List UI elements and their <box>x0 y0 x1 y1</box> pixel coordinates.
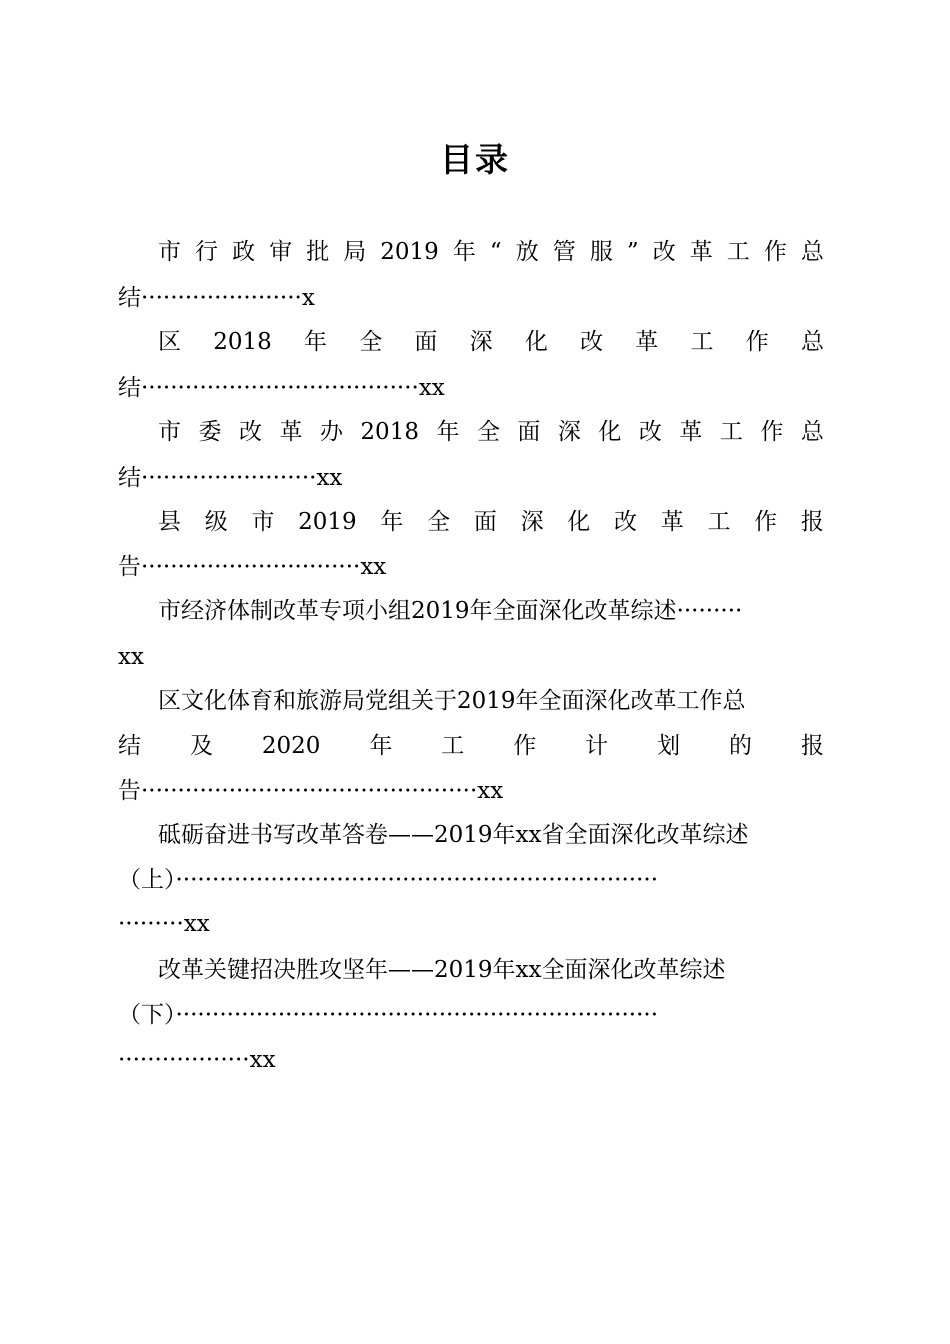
toc-word: 委 <box>198 419 222 445</box>
toc-word: 改 <box>638 419 662 445</box>
toc-word: 革 <box>279 419 303 445</box>
toc-word: 作 <box>760 419 784 445</box>
toc-entry-8-line-2[interactable]: （下）·································································· <box>118 1002 659 1028</box>
toc-entry-5-line-1[interactable]: 市经济体制改革专项小组2019年全面深化改革综述········· <box>158 598 743 624</box>
toc-word: 工 <box>690 329 714 355</box>
toc-word: 作 <box>745 329 769 355</box>
toc-entry-8-line-3[interactable]: ··················xx <box>118 1047 276 1073</box>
toc-word: 审 <box>269 239 293 265</box>
toc-word: 化 <box>524 329 548 355</box>
toc-entry-7-line-1[interactable]: 砥砺奋进书写改革答卷——2019年xx省全面深化改革综述 <box>158 822 749 848</box>
toc-word: 及 <box>189 733 213 759</box>
toc-word: 县 <box>158 509 181 535</box>
toc-word: ” <box>626 239 639 265</box>
toc-entry-2-line-1[interactable] <box>158 322 824 362</box>
toc-word: 工 <box>719 419 743 445</box>
toc-entry-7-line-3[interactable]: ·········xx <box>118 911 210 937</box>
toc-entry-7-line-2[interactable]: （上）·································································· <box>118 867 659 893</box>
toc-entry-5-line-2[interactable]: xx <box>118 644 144 670</box>
toc-entry-4-line-2[interactable]: 告······························xx <box>118 554 387 580</box>
toc-word: 批 <box>306 239 330 265</box>
toc-word: 化 <box>567 509 591 535</box>
toc-word: 作 <box>513 733 537 759</box>
toc-word: 作 <box>754 509 778 535</box>
toc-entry-6-line-3[interactable]: 告··············································xx <box>118 778 504 804</box>
toc-word: 划 <box>657 733 681 759</box>
toc-entry-1-line-1[interactable] <box>158 232 824 272</box>
toc-title: 目录 <box>440 140 510 179</box>
toc-word: 2019 <box>298 509 357 535</box>
toc-word: 总 <box>800 329 824 355</box>
toc-word: 深 <box>520 509 544 535</box>
toc-word: 改 <box>580 329 604 355</box>
toc-entry-3-line-2[interactable]: 结························xx <box>118 465 343 491</box>
toc-word: 作 <box>763 239 787 265</box>
toc-word: 放 <box>515 239 539 265</box>
toc-word: 年 <box>452 239 476 265</box>
toc-word: 行 <box>195 239 219 265</box>
toc-word: 年 <box>380 509 404 535</box>
toc-word: 级 <box>204 509 228 535</box>
toc-word: 改 <box>652 239 676 265</box>
toc-word: 革 <box>689 239 713 265</box>
toc-word: 市 <box>251 509 275 535</box>
toc-word: 2019 <box>380 239 439 265</box>
toc-entry-4-line-1[interactable] <box>158 502 824 542</box>
toc-word: 改 <box>238 419 262 445</box>
toc-word: 面 <box>473 509 497 535</box>
toc-word: 革 <box>635 329 659 355</box>
toc-word: 总 <box>800 419 824 445</box>
toc-word: 市 <box>158 239 181 265</box>
toc-word: 报 <box>800 733 824 759</box>
toc-word: 市 <box>158 419 181 445</box>
toc-word: 革 <box>660 509 684 535</box>
toc-entry-6-line-1[interactable]: 区文化体育和旅游局党组关于2019年全面深化改革工作总 <box>158 688 746 714</box>
toc-word: “ <box>489 239 502 265</box>
toc-word: 深 <box>557 419 581 445</box>
toc-word: 改 <box>614 509 638 535</box>
toc-entry-8-line-1[interactable]: 改革关键招决胜攻坚年——2019年xx全面深化改革综述 <box>158 957 726 983</box>
toc-word: 面 <box>517 419 541 445</box>
toc-word: 全 <box>427 509 451 535</box>
toc-word: 年 <box>369 733 393 759</box>
toc-word: 的 <box>729 733 753 759</box>
toc-word: 总 <box>800 239 824 265</box>
toc-word: 办 <box>319 419 343 445</box>
toc-entry-1-line-2[interactable]: 结······················x <box>118 285 315 311</box>
toc-word: 面 <box>414 329 438 355</box>
toc-word: 2020 <box>261 733 321 759</box>
toc-word: 2018 <box>213 329 272 355</box>
toc-word: 年 <box>436 419 460 445</box>
toc-word: 全 <box>476 419 500 445</box>
toc-word: 工 <box>726 239 750 265</box>
toc-word: 局 <box>343 239 367 265</box>
toc-entry-2-line-2[interactable]: 结······································xx <box>118 375 445 401</box>
toc-word: 全 <box>359 329 383 355</box>
toc-word: 服 <box>589 239 613 265</box>
toc-word: 区 <box>158 329 181 355</box>
toc-word: 工 <box>441 733 465 759</box>
toc-word: 工 <box>707 509 731 535</box>
toc-word: 2018 <box>360 419 419 445</box>
toc-word: 结 <box>118 733 141 759</box>
toc-entry-6-line-2[interactable] <box>118 726 824 766</box>
toc-word: 计 <box>585 733 609 759</box>
toc-entry-3-line-1[interactable] <box>158 412 824 452</box>
toc-word: 化 <box>598 419 622 445</box>
toc-word: 革 <box>679 419 703 445</box>
toc-word: 政 <box>232 239 256 265</box>
toc-word: 年 <box>303 329 327 355</box>
toc-word: 报 <box>800 509 824 535</box>
toc-word: 深 <box>469 329 493 355</box>
toc-word: 管 <box>552 239 576 265</box>
